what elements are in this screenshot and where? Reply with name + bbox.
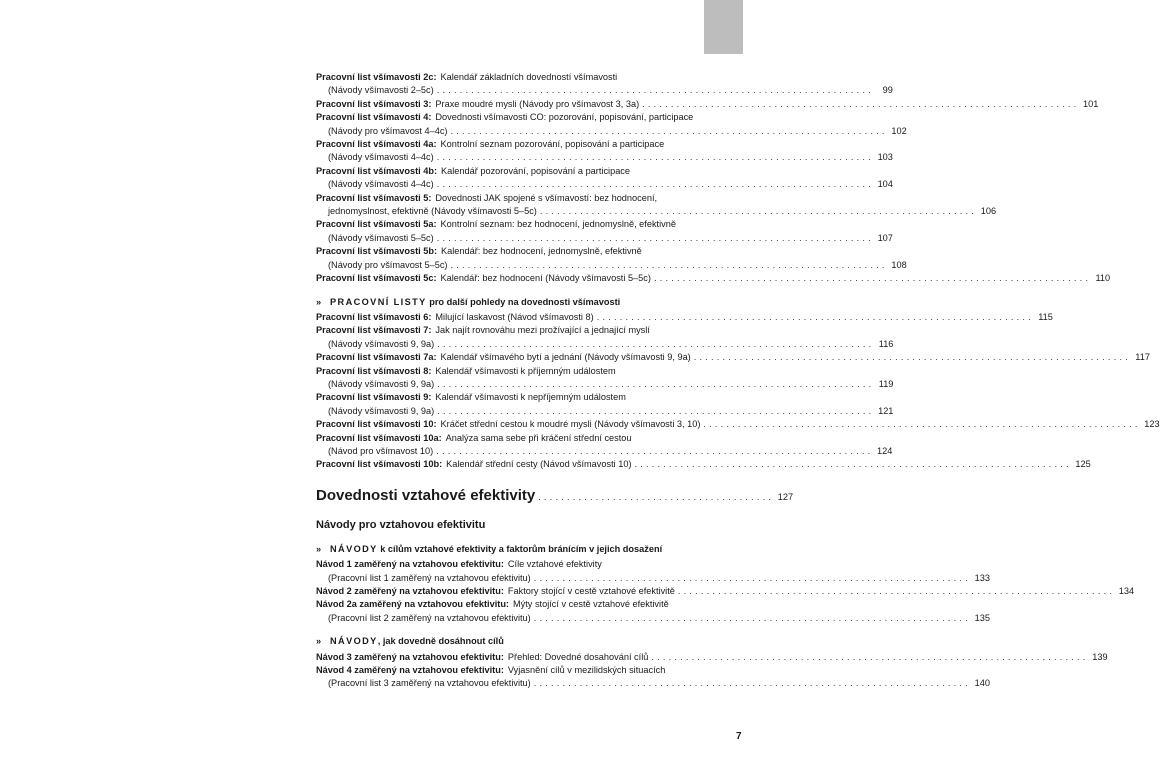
chapter-subtitle: Návody pro vztahovou efektivitu — [316, 518, 486, 531]
toc-entry-subtitle: (Návody všímavosti 9, 9a) — [328, 378, 435, 389]
toc-entry-page: 124 — [877, 445, 893, 456]
toc-group-worksheets-2c-5c — [316, 71, 1111, 286]
toc-entry-label: Pracovní list všímavosti 3: — [316, 98, 432, 109]
toc-entry-label: Návod 1 zaměřený na vztahovou efektivitu: — [316, 559, 504, 570]
toc-entry-page: 139 — [1092, 651, 1108, 662]
toc-entry-page: 117 — [1135, 352, 1150, 363]
toc-entry-line — [316, 111, 744, 124]
section-arrow: » — [316, 296, 322, 307]
toc-entry-page: 116 — [878, 338, 894, 349]
toc-entry-title: Kalendář pozorování, popisování a participace — [441, 165, 631, 176]
leader-dots: ............................................................................ — [436, 232, 874, 243]
toc-entry-continuation — [316, 572, 990, 585]
section-heading-rest: k cílům vztahové efektivity a faktorům bránícím v jejich dosažení — [377, 543, 663, 554]
toc-entry-label: Pracovní list všímavosti 2c: — [316, 72, 437, 82]
toc-entry-page: 135 — [974, 612, 990, 623]
section-heading-caps: PRACOVNÍ LISTY — [330, 296, 427, 307]
toc-entry-subtitle: (Pracovní list 3 zaměřený na vztahovou efektivitu) — [328, 678, 531, 689]
toc-entry-continuation — [316, 205, 997, 218]
toc-entry[interactable] — [316, 351, 1150, 364]
toc-entry[interactable] — [316, 558, 990, 585]
leader-dots: ............................................................................ — [634, 459, 1072, 470]
leader-dots: ............................................................................ — [436, 152, 874, 163]
leader-dots: ............................................................................ — [437, 338, 875, 349]
section-heading-achieve — [316, 635, 744, 648]
toc-entry-title: Cíle vztahové efektivity — [507, 559, 602, 570]
toc-entry-page: 115 — [1038, 311, 1053, 322]
leader-dots: ............................................................................ — [693, 352, 1131, 363]
leader-dots: ............................................................................ — [596, 311, 1034, 322]
toc-entry-page: 134 — [1118, 586, 1135, 596]
toc-entry-page: 110 — [1095, 273, 1111, 284]
toc-entry-line — [316, 598, 744, 611]
leader-dots: ............................................................................ — [677, 586, 1116, 596]
toc-entry-line — [316, 98, 1099, 111]
toc-entry[interactable] — [316, 365, 894, 392]
toc-entry-subtitle: (Návody pro všímavost 4–4c) — [328, 125, 448, 136]
toc-entry[interactable] — [316, 165, 893, 192]
toc-entry-continuation — [316, 151, 893, 164]
toc-entry-label: Návod 2 zaměřený na vztahovou efektivitu: — [316, 586, 504, 596]
toc-entry-line — [316, 558, 744, 571]
toc-entry[interactable] — [316, 311, 1053, 324]
toc-entry[interactable] — [316, 111, 907, 138]
toc-entry[interactable] — [316, 98, 1099, 111]
toc-group-guides-1-2a — [316, 558, 1135, 625]
leader-dots: ............................................................................ — [539, 206, 978, 217]
toc-entry-continuation — [316, 445, 893, 458]
toc-entry-line — [316, 458, 1091, 471]
toc-entry-title: Analýza sama sebe při kráčení střední cestou — [445, 432, 632, 443]
toc-entry[interactable] — [316, 651, 1108, 664]
toc-group-guides-3-4 — [316, 651, 1108, 691]
toc-entry[interactable] — [316, 71, 893, 98]
toc-entry-page: 121 — [878, 405, 894, 416]
section-heading-caps: NÁVODY — [330, 636, 378, 647]
toc-entry-continuation — [316, 125, 907, 138]
toc-entry-title: Praxe moudré mysli (Návody pro všímavost 3, 3a) — [435, 98, 640, 109]
toc-entry[interactable] — [316, 218, 893, 245]
toc-entry-page: 108 — [891, 259, 907, 270]
toc-entry-page: 125 — [1075, 459, 1091, 470]
toc-entry-line — [316, 585, 1135, 598]
toc-entry-label: Pracovní list všímavosti 10: — [316, 419, 437, 430]
toc-entry-title: Přehled: Dovedné dosahování cílů — [507, 651, 649, 662]
leader-dots: ............................................................................ — [533, 612, 971, 623]
leader-dots: ......................................... — [538, 491, 775, 502]
leader-dots: ............................................................................ — [437, 405, 875, 416]
toc-entry-line — [316, 651, 1108, 664]
toc-entry-page: 140 — [974, 678, 990, 689]
toc-entry-title: Mýty stojící v cestě vztahové efektivitě — [513, 599, 669, 610]
toc-entry-title: Kalendář střední cesty (Návod všímavosti 10) — [446, 459, 632, 470]
chapter-page: 127 — [777, 491, 794, 502]
section-heading-worksheets — [316, 296, 744, 309]
section-heading-rest: , jak dovedně dosáhnout cílů — [377, 636, 504, 647]
toc-entry[interactable] — [316, 192, 997, 219]
section-heading-goals — [316, 543, 744, 556]
leader-dots: ............................................................................ — [533, 678, 971, 689]
toc-entry-subtitle: (Návody všímavosti 9, 9a) — [328, 405, 435, 416]
toc-entry-subtitle: (Návod pro všímavost 10) — [328, 445, 434, 456]
toc-entry-subtitle: (Návody všímavosti 9, 9a) — [328, 338, 435, 349]
toc-entry-line — [316, 192, 744, 205]
toc-entry-line — [316, 272, 1111, 285]
toc-entry-line — [316, 418, 1160, 431]
toc-entry-page: 107 — [877, 232, 893, 243]
toc-entry[interactable] — [316, 598, 990, 625]
toc-entry[interactable] — [316, 418, 1160, 431]
toc-entry-title: Dovednosti JAK spojené s všímavostí: bez hodnocení, — [435, 192, 658, 203]
toc-entry-label: Pracovní list všímavosti 8: — [316, 365, 432, 376]
toc-entry[interactable] — [316, 138, 893, 165]
leader-dots: ............................................................................ — [533, 572, 971, 583]
toc-entry-title: Faktory stojící v cestě vztahové efektivitě — [507, 586, 675, 596]
toc-entry[interactable] — [316, 324, 894, 351]
chapter-title: Dovednosti vztahové efektivity — [316, 486, 536, 504]
toc-group-worksheets-6-10b — [316, 311, 1160, 472]
toc-entry-title: Kalendář všímavého bytí a jednání (Návody všímavosti 9, 9a) — [440, 352, 691, 363]
toc-entry-page: 123 — [1144, 419, 1160, 430]
toc-entry-subtitle: (Návody všímavosti 4–4c) — [328, 179, 434, 190]
page-tab-marker — [704, 0, 743, 54]
toc-entry-title: Jak najít rovnováhu mezi prožívající a jednající myslí — [435, 325, 650, 336]
toc-entry-title: Kalendář: bez hodnocení, jednomyslně, efektivně — [441, 246, 642, 257]
toc-entry-page: 103 — [877, 152, 893, 163]
leader-dots: ............................................................................ — [436, 85, 874, 96]
toc-entry-label: Pracovní list všímavosti 7a: — [316, 352, 437, 363]
toc-entry-label: Pracovní list všímavosti 4: — [316, 112, 432, 123]
toc-entry-continuation — [316, 612, 990, 625]
leader-dots: ............................................................................ — [703, 419, 1141, 430]
leader-dots: ............................................................................ — [436, 179, 874, 190]
toc-entry-label: Pracovní list všímavosti 4a: — [316, 139, 437, 150]
toc-entry-title: Kontrolní seznam: bez hodnocení, jednomyslně, efektivně — [440, 219, 676, 230]
toc-entry-title: Kalendář všímavosti k příjemným událostem — [435, 365, 616, 376]
leader-dots: ............................................................................ — [653, 273, 1092, 284]
toc-entry-title: Dovednosti všímavosti CO: pozorování, popisování, participace — [435, 112, 694, 123]
toc-entry-subtitle: (Pracovní list 1 zaměřený na vztahovou efektivitu) — [328, 572, 531, 583]
toc-entry-label: Pracovní list všímavosti 4b: — [316, 165, 438, 176]
toc-entry[interactable] — [316, 458, 1091, 471]
toc-entry-continuation — [316, 259, 907, 272]
toc-entry-continuation — [316, 677, 990, 690]
toc-entry[interactable] — [316, 272, 1111, 285]
toc-entry-continuation — [316, 178, 893, 191]
toc-entry-line — [316, 245, 744, 258]
toc-entry-label: Pracovní list všímavosti 5: — [316, 192, 432, 203]
section-heading-rest: pro další pohledy na dovednosti všímavosti — [426, 296, 621, 307]
leader-dots: ............................................................................ — [436, 445, 874, 456]
toc-entry-subtitle: (Návody všímavosti 4–4c) — [328, 152, 434, 163]
toc-entry-line — [316, 351, 1150, 364]
toc-entry-label: Návod 2a zaměřený na vztahovou efektivitu: — [316, 599, 509, 610]
table-of-contents — [316, 71, 1160, 691]
toc-entry[interactable] — [316, 664, 990, 691]
toc-entry-label: Pracovní list všímavosti 5c: — [316, 273, 437, 284]
toc-entry-title: Milující laskavost (Návod všímavosti 8) — [435, 311, 594, 322]
toc-entry-label: Pracovní list všímavosti 6: — [316, 311, 432, 322]
toc-entry-line — [316, 311, 1053, 324]
toc-entry-label: Pracovní list všímavosti 10b: — [316, 459, 443, 470]
toc-entry[interactable] — [316, 391, 894, 418]
toc-entry-line — [316, 71, 744, 84]
leader-dots: ............................................................................ — [450, 125, 888, 136]
toc-entry-continuation — [316, 378, 894, 391]
leader-dots: ............................................................................ — [437, 378, 875, 389]
toc-entry-line — [316, 138, 744, 151]
toc-entry-continuation — [316, 232, 893, 245]
toc-entry[interactable] — [316, 245, 907, 272]
toc-entry[interactable] — [316, 432, 893, 459]
toc-entry-subtitle: (Pracovní list 2 zaměřený na vztahovou efektivitu) — [328, 612, 531, 623]
toc-entry-line — [316, 218, 744, 231]
toc-entry-line — [316, 165, 744, 178]
toc-entry-page: 106 — [980, 206, 997, 217]
toc-entry-label: Pracovní list všímavosti 10a: — [316, 432, 442, 443]
toc-entry-line — [316, 391, 744, 404]
toc-entry-title: Kalendář všímavosti k nepříjemným událostem — [435, 392, 626, 403]
toc-entry-page: 99 — [882, 85, 893, 96]
toc-entry-page: 102 — [891, 125, 907, 136]
toc-entry-page: 101 — [1083, 98, 1099, 109]
toc-entry[interactable] — [316, 585, 1135, 598]
toc-entry-subtitle: (Návody pro všímavost 5–5c) — [328, 259, 448, 270]
toc-entry-label: Návod 3 zaměřený na vztahovou efektivitu: — [316, 651, 504, 662]
toc-entry-line — [316, 324, 744, 337]
toc-entry-subtitle: jednomyslnost, efektivně (Návody všímavosti 5–5c) — [328, 206, 537, 217]
chapter-heading[interactable] — [316, 486, 794, 507]
leader-dots: ............................................................................ — [642, 98, 1080, 109]
page-number: 7 — [736, 731, 742, 742]
toc-entry-label: Pracovní list všímavosti 7: — [316, 325, 432, 336]
toc-entry-title: Kalendář: bez hodnocení (Návody všímavosti 5–5c) — [440, 273, 651, 284]
section-arrow: » — [316, 636, 322, 647]
toc-entry-title: Kráčet střední cestou k moudré mysli (Návody všímavosti 3, 10) — [440, 419, 701, 430]
toc-entry-label: Pracovní list všímavosti 5a: — [316, 219, 437, 230]
toc-entry-label: Pracovní list všímavosti 9: — [316, 392, 432, 403]
toc-entry-page: 119 — [878, 378, 894, 389]
toc-entry-subtitle: (Návody všímavosti 5–5c) — [328, 232, 434, 243]
toc-entry-line — [316, 432, 744, 445]
toc-entry-label: Pracovní list všímavosti 5b: — [316, 246, 438, 257]
toc-entry-label: Návod 4 zaměřený na vztahovou efektivitu: — [316, 665, 504, 676]
toc-entry-line — [316, 664, 744, 677]
toc-entry-continuation — [316, 338, 894, 351]
toc-entry-title: Kontrolní seznam pozorování, popisování a participace — [440, 139, 665, 150]
toc-entry-continuation — [316, 84, 893, 97]
leader-dots: ............................................................................ — [651, 651, 1089, 662]
toc-entry-title: Vyjasnění cílů v mezilidských situacích — [507, 665, 666, 676]
section-heading-caps: NÁVODY — [330, 543, 378, 554]
leader-dots: ............................................................................ — [450, 259, 888, 270]
toc-entry-continuation — [316, 405, 894, 418]
toc-entry-subtitle: (Návody všímavosti 2–5c) — [328, 85, 434, 96]
toc-entry-page: 104 — [877, 179, 893, 190]
toc-entry-page: 133 — [974, 572, 990, 583]
toc-entry-line — [316, 365, 744, 378]
section-arrow: » — [316, 543, 322, 554]
toc-entry-title: Kalendář základních dovedností všímavosti — [440, 72, 618, 82]
